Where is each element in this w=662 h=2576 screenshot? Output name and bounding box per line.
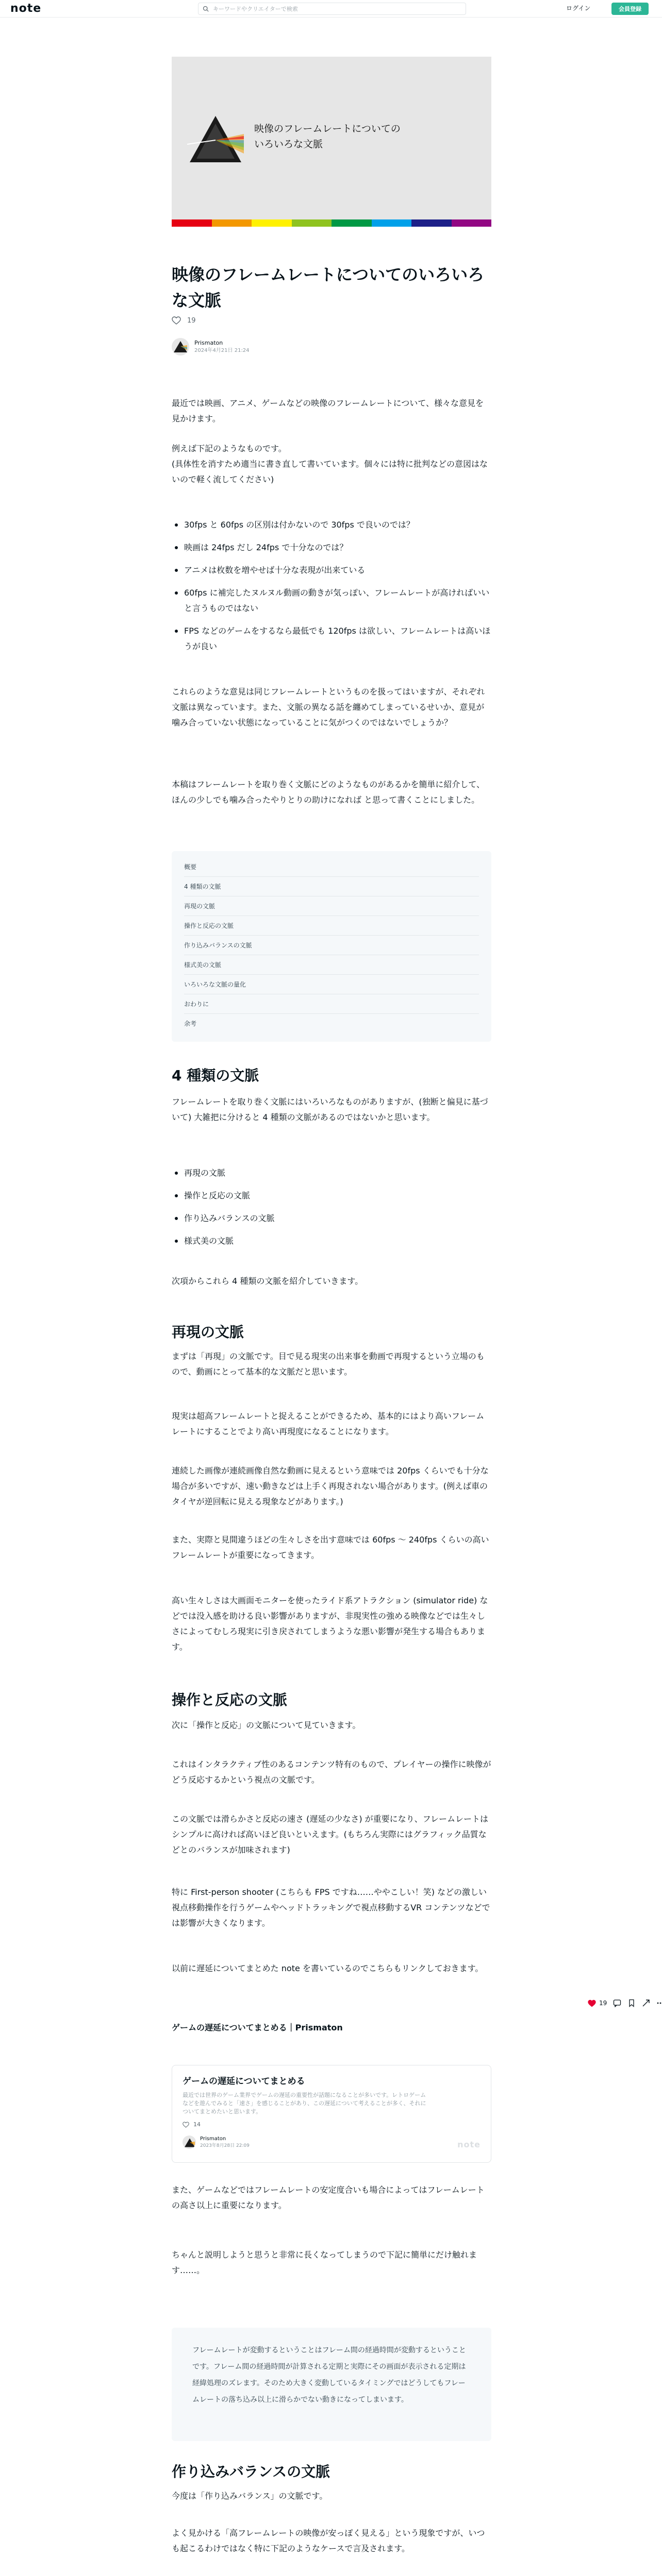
author-block[interactable]: [172, 338, 250, 355]
floating-actions: [588, 1999, 662, 2007]
rainbow-bar: [172, 219, 491, 227]
embed-post-date: 2023年8月28日 22:09: [200, 2143, 250, 2148]
author-name[interactable]: Prismaton: [194, 340, 223, 346]
toc-item-style[interactable]: 様式美の文脈: [184, 955, 479, 975]
share-icon[interactable]: [642, 1999, 650, 2007]
paragraph: 本稿はフレームレートを取り巻く文脈にどのようなものがあるかを簡単に紹介して、ほんの少しでも噛み合ったやりとりの助けになれば と思って書くことにしました。: [172, 779, 485, 805]
kinds-list: [172, 1165, 491, 1256]
paragraph: ちゃんと説明しようと思うと非常に長くなってしまうので下記に簡単にだけ触れます……。: [172, 2250, 477, 2275]
avatar-prism-icon: [184, 2138, 195, 2148]
paragraph: 以前に遅延についてまとめた note を書いているのでこちらもリンクしておきます。: [172, 1963, 484, 1973]
rainbow-segment: [411, 219, 452, 227]
paragraph: 連続した画像が連続画像自然な動画に見えるという意味では 20fps くらいでも十分な場合が多いですが、速い動きなどは上手く再現されない場合があります。(例えば車のタイヤが逆回転に見える現象などがあります。): [172, 1466, 489, 1506]
article-title: 映像のフレームレートについてのいろいろな文脈: [172, 265, 485, 310]
paragraph: これはインタラクティブ性のあるコンテンツ特有のもので、プレイヤーの操作に映像がどう反応するかという視点の文脈です。: [172, 1759, 491, 1785]
link-heading[interactable]: ゲームの遅延についてまとめる｜Prismaton: [172, 2023, 343, 2032]
paragraph: また、ゲームなどではフレームレートの安定度合いも場合によってはフレームレートの高さ以上に重要になります。: [172, 2185, 485, 2210]
rainbow-segment: [172, 219, 212, 227]
paragraph: 今度は「作り込みバランス」の文脈です。: [172, 2491, 328, 2501]
eyecatch-image: [172, 57, 491, 227]
list-item: 30fps と 60fps の区別は付かないので 30fps で良いのでは？: [172, 517, 491, 533]
list-item: 操作と反応の文脈: [172, 1188, 491, 1204]
search-box[interactable]: [198, 3, 466, 15]
paragraph: 現実は超高フレームレートと捉えることができるため、基本的にはより高いフレームレートにすることでより高い再現度になることになります。: [172, 1411, 485, 1436]
site-header: [0, 0, 662, 18]
paragraph: 次項からこれら 4 種類の文脈を紹介していきます。: [172, 1276, 363, 1286]
paragraph: 高い生々しさは大画面モニターを使ったライド系アトラクション (simulator ride) などでは没入感を助ける良い影響がありますが、非現実性の強める映像などでは生々しさによってむしろ現実に引き戻されてしまうような悪い影響が発生する場合もあります。: [172, 1596, 488, 1652]
section-heading-repro: 再現の文脈: [172, 1324, 244, 1341]
embed-note-logo: note: [457, 2140, 481, 2149]
paragraph: よく見かける「高フレームレートの映像が安っぽく見える」という現象ですが、いつも起こるわけではなく特に下記のようなケースで言及されます。: [172, 2528, 485, 2553]
embedded-note-card[interactable]: [172, 2065, 491, 2163]
toc-item-repro[interactable]: 再現の文脈: [184, 896, 479, 916]
search-input[interactable]: [213, 6, 460, 12]
table-of-contents: [172, 851, 491, 1042]
embed-author-name: Prismaton: [200, 2136, 226, 2142]
rainbow-segment: [252, 219, 292, 227]
embed-like-count: 14: [193, 2121, 201, 2128]
list-item: 様式美の文脈: [172, 1233, 491, 1249]
toc-item-control[interactable]: 操作と反応の文脈: [184, 916, 479, 936]
heart-icon[interactable]: [588, 1999, 596, 2007]
paragraph: 最近では映画、アニメ、ゲームなどの映像のフレームレートについて、様々な意見を見かけます。: [172, 398, 484, 423]
rainbow-segment: [212, 219, 252, 227]
eyecatch-title: 映像のフレームレートについての いろいろな文脈: [254, 123, 401, 150]
rainbow-segment: [372, 219, 412, 227]
list-item: 60fps に補完したヌルヌル動画の動きが気っぽい、フレームレートが高ければいいと言うものではない: [172, 585, 491, 616]
list-item: 再現の文脈: [172, 1165, 491, 1181]
paragraph: 例えば下記のようなものです。 (具体性を消すため適当に書き直して書いています。個々には特に批判などの意図はないので軽く流してください): [172, 444, 488, 484]
section-heading-four-kinds: 4 種類の文脈: [172, 1067, 259, 1084]
paragraph: 特に First-person shooter (こちらも FPS ですね……ややこしい！笑) などの激しい視点移動操作を行うゲームやヘッドトラッキングで視点移動するVR コンテンツなどでは影響が大きくなります。: [172, 1887, 490, 1928]
more-icon[interactable]: [656, 1999, 662, 2007]
post-date: 2024年4月21日 21:24: [194, 348, 250, 353]
floating-like-count: 19: [599, 1999, 607, 2007]
prismaton-logo-icon: [187, 113, 244, 165]
toc-item-overview[interactable]: 概要: [184, 857, 479, 877]
example-opinions-list: [172, 517, 491, 662]
login-link[interactable]: ログイン: [566, 5, 591, 12]
list-item: 作り込みバランスの文脈: [172, 1211, 491, 1226]
like-count: 19: [187, 316, 196, 325]
paragraph: これらのような意見は同じフレームレートというものを扱ってはいますが、それぞれ文脈は異なっています。また、文脈の異なる話を纏めてしまっているせいか、意見が噛み合っていない状態になっていることに気がつくのではないでしょうか？: [172, 687, 485, 727]
toc-item-extra[interactable]: 余考: [184, 1020, 197, 1027]
section-heading-control: 操作と反応の文脈: [172, 1691, 288, 1708]
rainbow-segment: [332, 219, 372, 227]
avatar-prism-icon: [173, 340, 188, 353]
paragraph: まずは「再現」の文脈です。目で見る現実の出来事を動画で再現するという立場のもので、動画にとって基本的な文脈だと思います。: [172, 1351, 485, 1377]
embed-description: 最近では世界のゲーム業界でゲームの遅延の重要性が話題になることが多いです。レトロゲームなどを遊んでみると「速さ」を感じることがあり、この遅延について考えることが多く、それについてまとめたいと思います。: [183, 2092, 426, 2115]
section-heading-balance: 作り込みバランスの文脈: [172, 2463, 330, 2480]
list-item: アニメは枚数を増やせば十分な表現が出来ている: [172, 563, 491, 578]
list-item: 映画は 24fps だし 24fps で十分なのでは？: [172, 540, 491, 555]
heart-icon[interactable]: [172, 316, 181, 325]
like-row[interactable]: [172, 316, 196, 325]
paragraph: この文脈では滑らかさと反応の速さ (遅延の少なさ) が重要になり、フレームレートはシンプルに高ければ高いほど良いといえます。(もちろん実際にはグラフィック品質などとのバランスが加味されます): [172, 1814, 489, 1855]
paragraph: 次に「操作と反応」の文脈について見ていきます。: [172, 1720, 361, 1730]
signup-button[interactable]: 会員登録: [611, 3, 649, 15]
embed-title[interactable]: ゲームの遅延についてまとめる: [183, 2076, 305, 2087]
bookmark-icon[interactable]: [627, 1999, 636, 2007]
rainbow-segment: [452, 219, 492, 227]
paragraph: フレームレートを取り巻く文脈にはいろいろなものがありますが、(独断と偏見に基づいて) 大雑把に分けると 4 種類の文脈があるのではないかと思います。: [172, 1097, 488, 1122]
list-item: FPS などのゲームをするなら最低でも 120fps は欲しい、フレームレートは高いほうが良い: [172, 623, 491, 654]
toc-item-balance[interactable]: 作り込みバランスの文脈: [184, 936, 479, 955]
toc-item-four-kinds[interactable]: 4 種類の文脈: [184, 877, 479, 896]
comment-icon[interactable]: [613, 1999, 621, 2007]
note-logo[interactable]: note: [10, 2, 42, 15]
avatar: [183, 2136, 196, 2149]
quote-block: フレームレートが変動するということはフレーム間の経過時間が変動するということです。フレーム間の経過時間が計算される定期と実際にその画面が表示される定期は経緯処理のズレます。そのため大きく変動しているタイミングではどうしてもフレームレートの落ち込み以上に滑らかでない動きになってしまいます。: [172, 2328, 491, 2441]
embed-like-row: [183, 2121, 481, 2128]
rainbow-segment: [292, 219, 332, 227]
floating-like-button[interactable]: [588, 1999, 607, 2007]
toc-item-various[interactable]: いろいろな文脈の量化: [184, 975, 479, 994]
paragraph: また、実際と見間違うほどの生々しさを出す意味では 60fps 〜 240fps くらいの高いフレームレートが重要になってきます。: [172, 1535, 489, 1560]
toc-item-conclusion[interactable]: おわりに: [184, 994, 479, 1014]
embed-author: [183, 2136, 250, 2149]
heart-icon: [183, 2122, 189, 2128]
search-icon: [203, 6, 209, 12]
avatar[interactable]: [172, 338, 189, 355]
